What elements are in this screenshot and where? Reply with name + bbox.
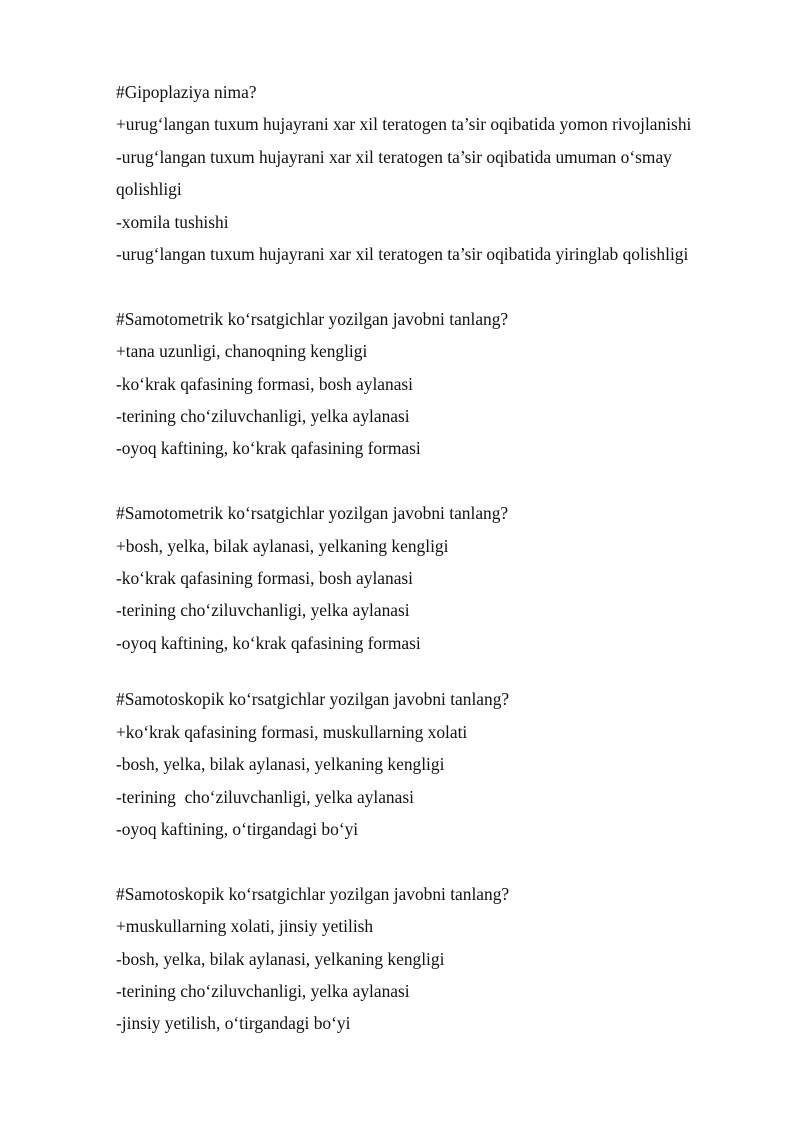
- answer-option: +ko‘krak qafasining formasi, muskullarning xolati: [116, 721, 468, 742]
- answer-option: -terining cho‘ziluvchanligi, yelka aylanasi: [116, 980, 410, 1001]
- answer-option: -xomila tushishi: [116, 211, 229, 232]
- block-spacer: [116, 465, 776, 497]
- answer-option: -oyoq kaftining, ko‘krak qafasining formasi: [116, 632, 421, 653]
- block-spacer: [116, 659, 776, 683]
- answer-option: +muskullarning xolati, jinsiy yetilish: [116, 916, 374, 937]
- question-text: #Samotoskopik ko‘rsatgichlar yozilgan javobni tanlang?: [116, 689, 510, 710]
- answer-option: +tana uzunligi, chanoqning kengligi: [116, 341, 368, 362]
- answer-option: -ko‘krak qafasining formasi, bosh aylanasi: [116, 568, 414, 589]
- document-content: [116, 76, 776, 1040]
- answer-option: -urug‘langan tuxum hujayrani xar xil teratogen ta’sir oqibatida yiringlab qolishligi: [116, 244, 689, 265]
- answer-option: -bosh, yelka, bilak aylanasi, yelkaning kengligi: [116, 754, 445, 775]
- answer-option: -terining cho‘ziluvchanligi, yelka aylanasi: [116, 600, 410, 621]
- answer-option: -terining cho‘ziluvchanligi, yelka aylanasi: [116, 406, 410, 427]
- question-text: #Gipoplaziya nima?: [116, 82, 257, 102]
- answer-option: -oyoq kaftining, o‘tirgandagi bo‘yi: [116, 818, 359, 839]
- question-block-3: [116, 497, 776, 659]
- block-spacer: [116, 845, 776, 877]
- question-block-4: [116, 683, 776, 845]
- answer-option: -terining cho‘ziluvchanligi, yelka aylanasi: [116, 786, 414, 807]
- question-block-2: [116, 303, 776, 465]
- answer-option: -urug‘langan tuxum hujayrani xar xil teratogen ta’sir oqibatida umuman o‘smay qolishligi: [116, 146, 672, 200]
- answer-option: -ko‘krak qafasining formasi, bosh aylanasi: [116, 373, 414, 394]
- answer-option: +urug‘langan tuxum hujayrani xar xil teratogen ta’sir oqibatida yomon rivojlanishi: [116, 114, 692, 135]
- answer-option: -bosh, yelka, bilak aylanasi, yelkaning kengligi: [116, 948, 445, 969]
- answer-option: +bosh, yelka, bilak aylanasi, yelkaning kengligi: [116, 535, 449, 556]
- question-text: #Samotoskopik ko‘rsatgichlar yozilgan javobni tanlang?: [116, 883, 510, 904]
- question-block-5: [116, 878, 776, 1040]
- question-text: #Samotometrik ko‘rsatgichlar yozilgan javobni tanlang?: [116, 503, 509, 524]
- answer-option: -jinsiy yetilish, o‘tirgandagi bo‘yi: [116, 1013, 351, 1034]
- answer-option: -oyoq kaftining, ko‘krak qafasining formasi: [116, 438, 421, 459]
- question-block-1: [116, 76, 776, 270]
- block-spacer: [116, 270, 776, 302]
- question-text: #Samotometrik ko‘rsatgichlar yozilgan javobni tanlang?: [116, 308, 509, 329]
